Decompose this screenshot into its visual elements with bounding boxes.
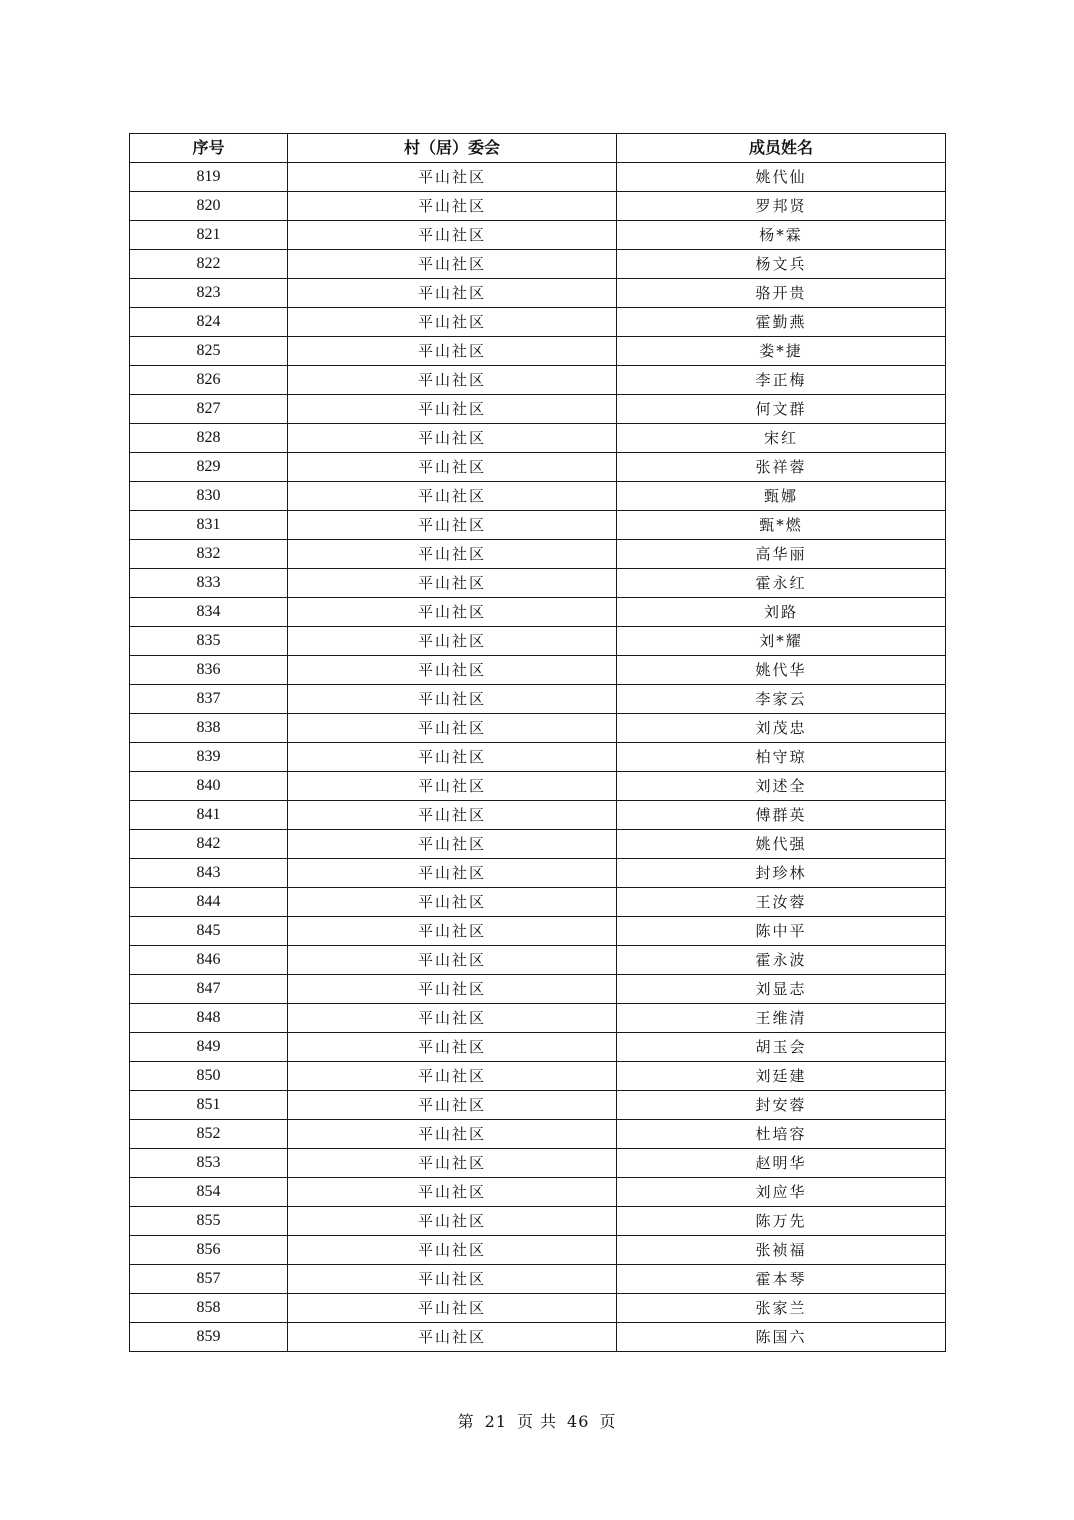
table-row [130,975,946,1004]
footer-middle: 页 共 [516,1412,558,1431]
cell-seq: 826 [130,366,288,395]
table-row [130,511,946,540]
table-row [130,830,946,859]
cell-seq: 834 [130,598,288,627]
cell-member-name: 胡玉会 [617,1033,946,1062]
cell-committee: 平山社区 [288,482,617,511]
table-row [130,1033,946,1062]
cell-committee: 平山社区 [288,1323,617,1352]
cell-member-name: 封安蓉 [617,1091,946,1120]
header-row [130,134,946,163]
cell-member-name: 张祯福 [617,1236,946,1265]
table-row [130,1120,946,1149]
table-row [130,627,946,656]
cell-seq: 829 [130,453,288,482]
footer-suffix: 页 [599,1412,617,1431]
table-row [130,946,946,975]
cell-seq: 846 [130,946,288,975]
table-row [130,1207,946,1236]
cell-member-name: 傅群英 [617,801,946,830]
footer-current-page: 21 [484,1412,507,1431]
cell-seq: 849 [130,1033,288,1062]
table-row [130,540,946,569]
cell-seq: 827 [130,395,288,424]
cell-seq: 823 [130,279,288,308]
cell-seq: 844 [130,888,288,917]
cell-seq: 822 [130,250,288,279]
cell-member-name: 陈国六 [617,1323,946,1352]
cell-committee: 平山社区 [288,598,617,627]
cell-member-name: 陈万先 [617,1207,946,1236]
cell-member-name: 霍永波 [617,946,946,975]
cell-committee: 平山社区 [288,859,617,888]
table-row [130,163,946,192]
table-row [130,337,946,366]
cell-committee: 平山社区 [288,714,617,743]
cell-member-name: 刘显志 [617,975,946,1004]
cell-committee: 平山社区 [288,656,617,685]
cell-seq: 853 [130,1149,288,1178]
cell-member-name: 李正梅 [617,366,946,395]
cell-seq: 835 [130,627,288,656]
cell-seq: 851 [130,1091,288,1120]
table-row [130,308,946,337]
cell-committee: 平山社区 [288,1265,617,1294]
cell-committee: 平山社区 [288,1207,617,1236]
cell-committee: 平山社区 [288,163,617,192]
member-table [129,133,946,1352]
cell-seq: 859 [130,1323,288,1352]
cell-seq: 841 [130,801,288,830]
table-row [130,801,946,830]
cell-committee: 平山社区 [288,946,617,975]
cell-member-name: 李家云 [617,685,946,714]
cell-member-name: 甄*燃 [617,511,946,540]
cell-member-name: 杨文兵 [617,250,946,279]
cell-committee: 平山社区 [288,1294,617,1323]
cell-seq: 821 [130,221,288,250]
cell-member-name: 刘茂忠 [617,714,946,743]
cell-seq: 833 [130,569,288,598]
table-row [130,714,946,743]
cell-committee: 平山社区 [288,830,617,859]
footer-total-pages: 46 [567,1412,590,1431]
table-row [130,395,946,424]
table-row [130,569,946,598]
cell-seq: 839 [130,743,288,772]
cell-committee: 平山社区 [288,424,617,453]
cell-member-name: 姚代华 [617,656,946,685]
cell-member-name: 霍本琴 [617,1265,946,1294]
cell-member-name: 骆开贵 [617,279,946,308]
table-row [130,424,946,453]
cell-committee: 平山社区 [288,279,617,308]
cell-member-name: 姚代仙 [617,163,946,192]
cell-seq: 852 [130,1120,288,1149]
cell-seq: 848 [130,1004,288,1033]
table-body [130,163,946,1352]
cell-committee: 平山社区 [288,1236,617,1265]
cell-committee: 平山社区 [288,743,617,772]
cell-member-name: 柏守琼 [617,743,946,772]
cell-committee: 平山社区 [288,1149,617,1178]
cell-committee: 平山社区 [288,801,617,830]
cell-committee: 平山社区 [288,250,617,279]
cell-member-name: 刘应华 [617,1178,946,1207]
cell-committee: 平山社区 [288,192,617,221]
table-row [130,192,946,221]
cell-committee: 平山社区 [288,1062,617,1091]
table-header [130,134,946,163]
cell-committee: 平山社区 [288,569,617,598]
cell-seq: 838 [130,714,288,743]
cell-member-name: 娄*捷 [617,337,946,366]
cell-member-name: 张祥蓉 [617,453,946,482]
table-row [130,917,946,946]
cell-committee: 平山社区 [288,772,617,801]
cell-seq: 842 [130,830,288,859]
cell-member-name: 刘路 [617,598,946,627]
cell-member-name: 霍勤燕 [617,308,946,337]
cell-member-name: 刘述全 [617,772,946,801]
cell-seq: 830 [130,482,288,511]
cell-member-name: 霍永红 [617,569,946,598]
cell-committee: 平山社区 [288,540,617,569]
table-row [130,1149,946,1178]
cell-seq: 856 [130,1236,288,1265]
cell-seq: 854 [130,1178,288,1207]
cell-member-name: 赵明华 [617,1149,946,1178]
cell-seq: 820 [130,192,288,221]
cell-committee: 平山社区 [288,453,617,482]
table-row [130,453,946,482]
cell-member-name: 姚代强 [617,830,946,859]
table-row [130,685,946,714]
cell-member-name: 甄娜 [617,482,946,511]
cell-seq: 831 [130,511,288,540]
header-seq: 序号 [130,134,288,163]
table-row [130,743,946,772]
table-row [130,1323,946,1352]
cell-seq: 855 [130,1207,288,1236]
table-row [130,250,946,279]
table-row [130,366,946,395]
cell-committee: 平山社区 [288,221,617,250]
cell-seq: 836 [130,656,288,685]
cell-member-name: 何文群 [617,395,946,424]
cell-committee: 平山社区 [288,308,617,337]
footer-prefix: 第 [457,1412,475,1431]
table-row [130,772,946,801]
cell-member-name: 宋红 [617,424,946,453]
cell-member-name: 封珍林 [617,859,946,888]
cell-seq: 828 [130,424,288,453]
table-row [130,1236,946,1265]
cell-committee: 平山社区 [288,395,617,424]
cell-seq: 819 [130,163,288,192]
cell-seq: 850 [130,1062,288,1091]
cell-committee: 平山社区 [288,685,617,714]
cell-seq: 845 [130,917,288,946]
table-row [130,598,946,627]
table-row [130,888,946,917]
table-row [130,1091,946,1120]
table-row [130,1004,946,1033]
table-row [130,1062,946,1091]
table-row [130,482,946,511]
cell-member-name: 高华丽 [617,540,946,569]
cell-committee: 平山社区 [288,627,617,656]
cell-committee: 平山社区 [288,975,617,1004]
cell-member-name: 刘*耀 [617,627,946,656]
cell-committee: 平山社区 [288,917,617,946]
cell-committee: 平山社区 [288,337,617,366]
header-member-name: 成员姓名 [617,134,946,163]
table-row [130,1265,946,1294]
cell-seq: 837 [130,685,288,714]
cell-committee: 平山社区 [288,366,617,395]
cell-seq: 847 [130,975,288,1004]
table-row [130,221,946,250]
cell-member-name: 杜培容 [617,1120,946,1149]
table-row [130,1178,946,1207]
cell-committee: 平山社区 [288,1120,617,1149]
page-footer [0,1409,1074,1432]
cell-seq: 832 [130,540,288,569]
cell-seq: 825 [130,337,288,366]
header-committee: 村（居）委会 [288,134,617,163]
cell-member-name: 杨*霖 [617,221,946,250]
cell-member-name: 王汝蓉 [617,888,946,917]
cell-member-name: 王维清 [617,1004,946,1033]
table-row [130,279,946,308]
cell-committee: 平山社区 [288,511,617,540]
cell-seq: 843 [130,859,288,888]
cell-seq: 824 [130,308,288,337]
cell-seq: 840 [130,772,288,801]
cell-committee: 平山社区 [288,1091,617,1120]
cell-seq: 858 [130,1294,288,1323]
cell-committee: 平山社区 [288,1178,617,1207]
table-row [130,859,946,888]
cell-committee: 平山社区 [288,1004,617,1033]
table-row [130,656,946,685]
cell-member-name: 罗邦贤 [617,192,946,221]
table-row [130,1294,946,1323]
cell-committee: 平山社区 [288,888,617,917]
cell-committee: 平山社区 [288,1033,617,1062]
cell-member-name: 刘廷建 [617,1062,946,1091]
cell-member-name: 陈中平 [617,917,946,946]
cell-member-name: 张家兰 [617,1294,946,1323]
cell-seq: 857 [130,1265,288,1294]
